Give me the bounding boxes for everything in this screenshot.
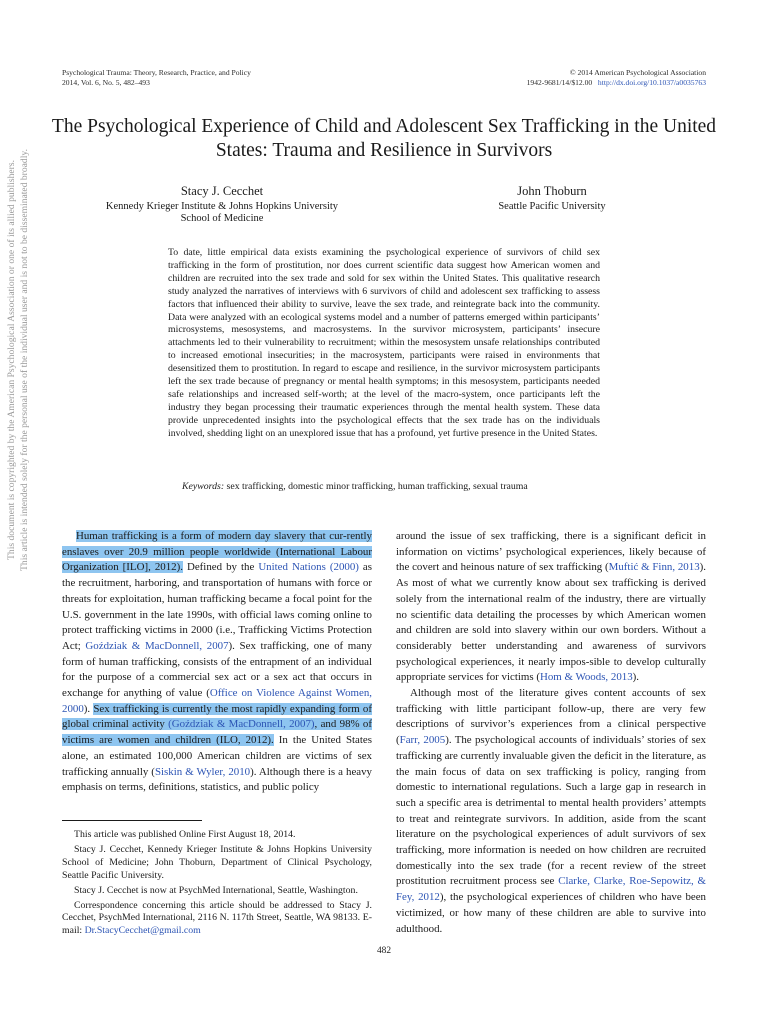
journal-header: [62, 68, 382, 87]
citation-link[interactable]: Goździak & MacDonnell, 2007: [85, 639, 229, 652]
citation-link[interactable]: Hom & Woods, 2013: [539, 671, 633, 684]
doi-link[interactable]: http://dx.doi.org/10.1037/a0035763: [597, 77, 706, 87]
watermark-line-1: This document is copyrighted by the American Psychological Association or one of its allied publishers.: [6, 160, 17, 560]
footnote-divider: [62, 820, 202, 821]
footnote-published: This article was published Online First August 18, 2014.: [74, 829, 296, 840]
citation-link[interactable]: Siskin & Wyler, 2010: [154, 765, 251, 778]
citation-link[interactable]: Clarke, Clarke, Roe-Sepowitz, & Fey, 2012: [396, 875, 706, 904]
author-block-2: [452, 184, 652, 213]
keywords-line: [168, 481, 600, 493]
keywords-list: sex trafficking, domestic minor trafficking, human trafficking, sexual trauma: [226, 481, 528, 492]
watermark-line-2: This article is intended solely for the personal use of the individual user and is not to be disseminated broadly.: [18, 149, 30, 571]
issn-doi-line: [408, 78, 706, 88]
highlighted-sentence[interactable]: Human trafficking is a form of modern day slavery that cur-rently enslaves over 20.9 million people worldwide (International Labour Organization [ILO], 2012).: [62, 530, 372, 574]
footnote-affiliations: Stacy J. Cecchet, Kennedy Krieger Institute & Johns Hopkins University School of Medicine; John Thoburn, Department of Clinical Psychology, Seattle Pacific University.: [62, 843, 372, 881]
copyright-watermark: [6, 80, 36, 640]
article-title: The Psychological Experience of Child and Adolescent Sex Trafficking in the United States: Trauma and Resilience in Survivors: [51, 116, 717, 161]
citation-link[interactable]: United Nations (2000): [258, 561, 359, 574]
highlighted-sentence[interactable]: , and 98% of victims are women and children (ILO, 2012).: [62, 718, 372, 747]
author-name: Stacy J. Cecchet: [180, 184, 264, 198]
citation-link[interactable]: Farr, 2005: [399, 734, 446, 747]
journal-name: Psychological Trauma: Theory, Research, Practice, and Policy: [62, 68, 251, 77]
body-column-right: [396, 529, 706, 937]
journal-volume: 2014, Vol. 6, No. 5, 482–493: [62, 77, 150, 87]
body-column-left: [62, 529, 372, 796]
author-affiliation: Seattle Pacific University: [498, 201, 606, 212]
author-name: John Thoburn: [517, 184, 587, 198]
issn: 1942-9681/14/$12.00: [526, 77, 593, 87]
author-affiliation: Kennedy Krieger Institute & Johns Hopkins University: [105, 201, 339, 212]
author-affiliation-2: School of Medicine: [180, 212, 264, 224]
abstract: To date, little empirical data exists examining the psychological experience of survivors of child sex trafficking in the form of prostitution, nor does current scientific data suggest how American women and children are recruited into the sex trade and sold for sex within the United States. This qualitative research study analyzed the narratives of interviews with 6 survivors of child and adolescent sex trafficking to assess factors that influenced their ability to survive, leave the sex trade, and reintegrate back into the community. Data were analyzed with an ecological systems model and a number of patterns emerged within participants’ microsystems, mesosystems, and macrosystems. In the survivor microsystem, participants’ insecure attachments led to their vulnerability to recruitment; within the mesosystem unsafe relationships contributed to increased emotional insecurities; in the macrosystem, participants were raised in environments that desensitized them to prostitution. In regard to escape and resilience, in the survivor microsystem participants left the sex trade because of pregnancy or mental health symptoms; in this mesosystem, participants needed safe relationships and increased self-worth; at the level of the macro-system, once participants left the industry they began processing their traumatic experiences through the mental health system. These data provide unprecedented insights into the psychological effects that the sex trade has on the individuals involved, shedding light on an unexplored issue that has a profound, yet furtive presence in the United States.: [168, 247, 600, 439]
intro-paragraph: Human trafficking is a form of modern day slavery that cur-rently enslaves over 20.9 million people worldwide (International Labour Organization [ILO], 2012). Defined by the United Nations (2000) as the recruitment, harboring, and transportation of humans with force or threats for exploitation, human trafficking became a focal point for the U.S. government in the late 1990s, with official laws coming online to protect trafficking victims in 2000 (i.e., Trafficking Victims Protection Act; Goździak & MacDonnell, 2007). Sex trafficking, one of many form of human trafficking, consists of the entrapment of an individual for the purpose of a commercial sex act or a sex act that occurs in exchange for anything of value (Office on Violence Against Women, 2000). Sex trafficking is currently the most rapidly expanding form of global criminal activity (Goździak & MacDonnell, 2007), and 98% of victims are women and children (ILO, 2012). In the United States alone, an estimated 100,000 American children are victims of sex trafficking annually (Siskin & Wyler, 2010). Although there is a heavy emphasis on terms, definitions, statistics, and public policy: [62, 530, 373, 794]
keywords-label: Keywords:: [182, 481, 225, 492]
highlighted-citation-link[interactable]: (Goździak & MacDonnell, 2007): [164, 718, 315, 731]
copyright-line: © 2014 American Psychological Association: [569, 68, 706, 77]
paragraph: Although most of the literature gives content accounts of sex trafficking with little participant follow-up, there are very few descriptions of survivor’s experiences from a clinical perspective (Farr, 2005). The psychological accounts of individuals’ stories of sex trafficking are currently invaluable given the deficit in the literature, as the main focus of data on sex trafficking is policy, ranging from domestic to international regulations. Such a large gap in research in such a specific area is detrimental to mental health providers’ attempts to treat and reintegrate survivors. In addition, aside from the scant literature on the psychological experiences of adult survivors of sex trafficking, more information is needed on how children are recruited domestically into the sex trade (for a recent review of the street prostitution recruitment process see Clarke, Clarke, Roe-Sepowitz, & Fey, 2012), the psychological experiences of children who have been victimized, or how many of these children are able to survive into adulthood.: [396, 687, 707, 935]
citation-link[interactable]: Office on Violence Against Women, 2000: [62, 687, 372, 715]
paragraph-continued: around the issue of sex trafficking, there is a significant deficit in information on victims’ psychological experiences, likely because of the covert and heinous nature of sex trafficking (Muftić & Finn, 2013). As most of what we currently know about sex trafficking is derived solely from the international realm of the industry, there are virtually no scientific data detailing the processes by which American women and children are sold into slavery within our own borders. Without a considerably better understanding and awareness of survivors psychological experiences, it nearly impos-sible to develop culturally appropriate services for victims (Hom & Woods, 2013).: [396, 530, 707, 684]
footnote-current-address: Stacy J. Cecchet is now at PsychMed International, Seattle, Washington.: [74, 884, 358, 896]
copyright-header: [408, 68, 706, 87]
page-number: 482: [376, 946, 392, 956]
footnote-correspondence: Correspondence concerning this article should be addressed to Stacy J. Cecchet, PsychMed International, 2116 N. 117th Street, Seattle, WA 98133. E-mail: Dr.StacyCecchet@gmail.com: [62, 899, 372, 937]
highlighted-sentence[interactable]: Sex trafficking is currently the most rapidly expanding form of global criminal activity: [62, 702, 372, 731]
author-block-1: [82, 184, 362, 224]
citation-link[interactable]: Muftić & Finn, 2013: [608, 561, 700, 574]
footnotes: [62, 829, 372, 940]
email-link[interactable]: Dr.StacyCecchet@gmail.com: [84, 925, 201, 937]
